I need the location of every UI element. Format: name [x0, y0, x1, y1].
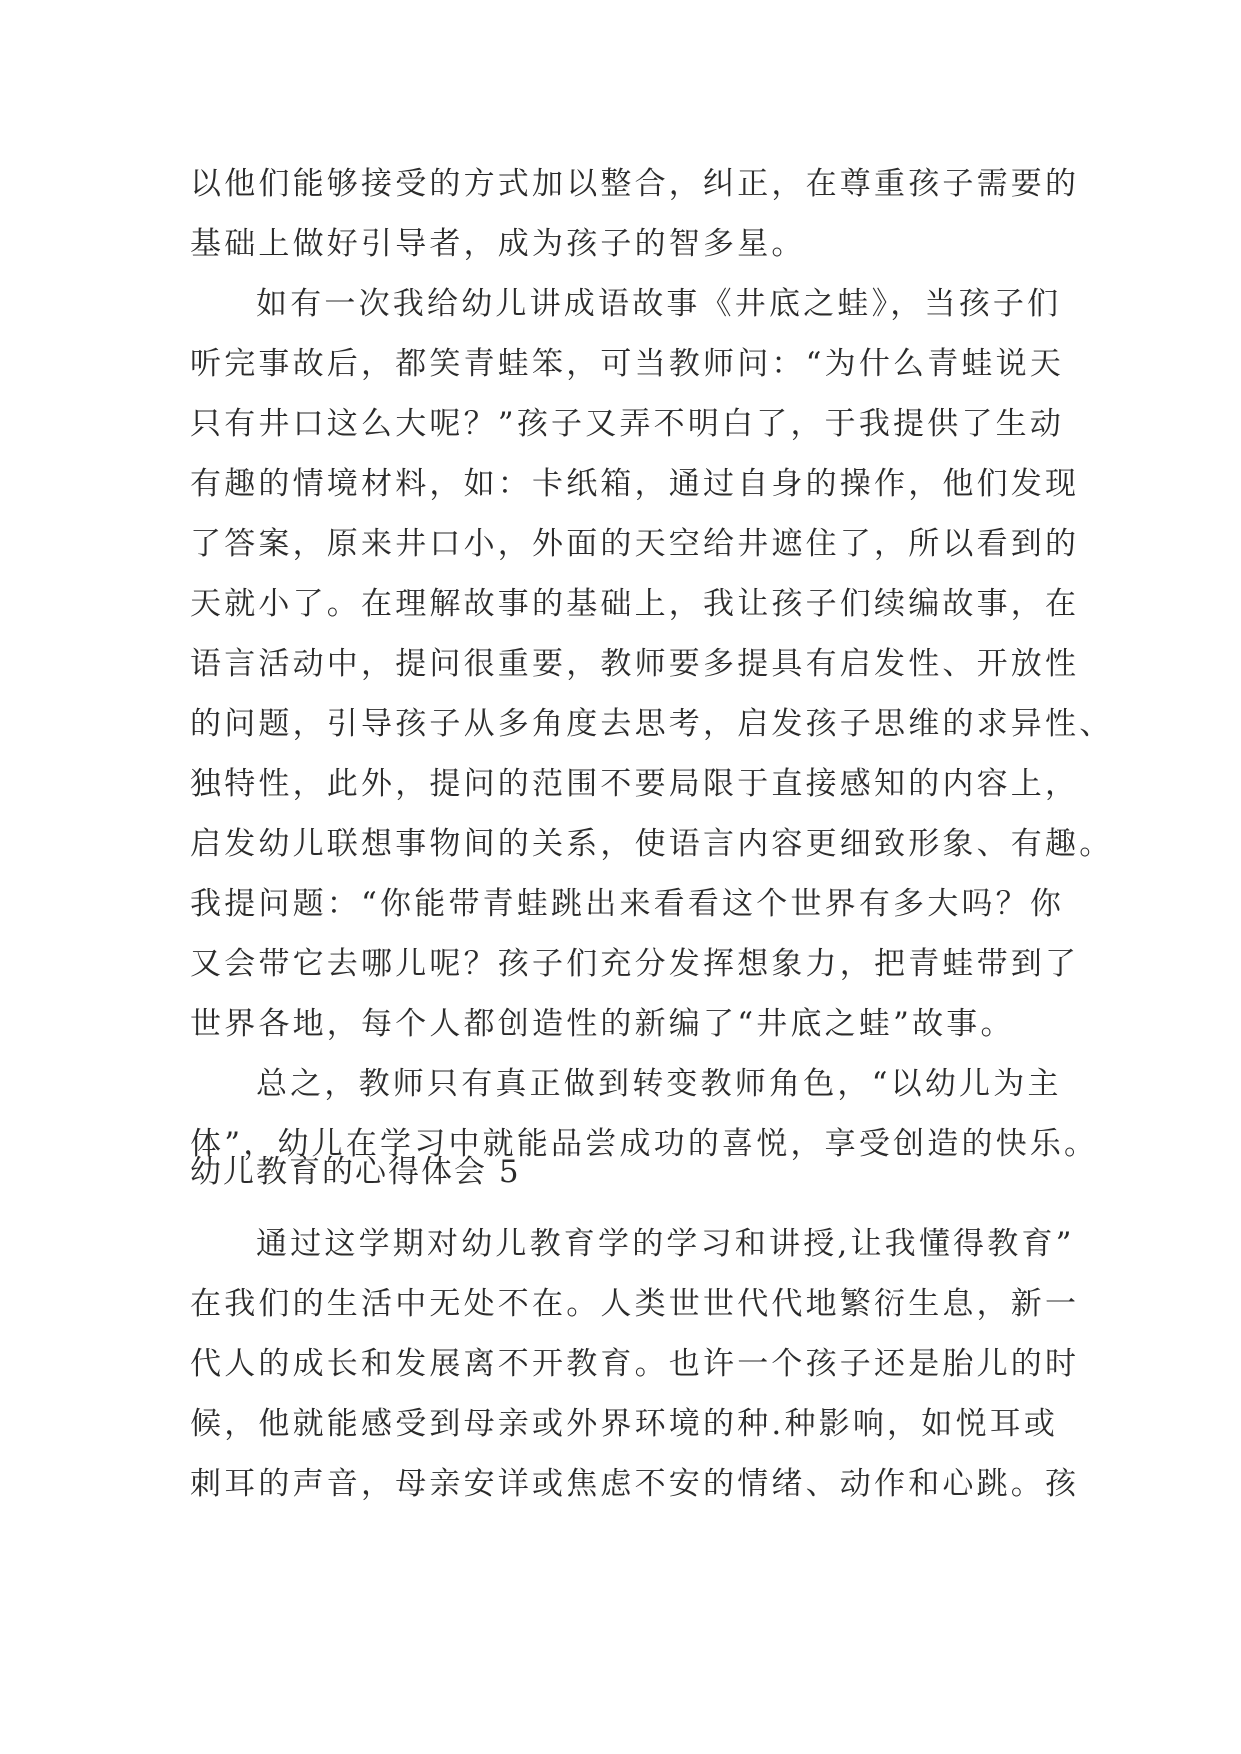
paragraph-block-continued — [190, 154, 1114, 1174]
text-line: 的问题，引导孩子从多角度去思考，启发孩子思维的求异性、 — [190, 706, 1114, 742]
text-line: 通过这学期对幼儿教育学的学习和讲授,让我懂得教育” — [256, 1226, 1075, 1262]
paragraph-block — [190, 1214, 1080, 1514]
text-line: 了答案，原来井口小，外面的天空给井遮住了，所以看到的 — [190, 526, 1080, 562]
section-heading: 幼儿教育的心得体会 5 — [190, 1154, 521, 1190]
text-line: 体”，幼儿在学习中就能品尝成功的喜悦，享受创造的快乐。 — [190, 1126, 1099, 1162]
text-line: 有趣的情境材料，如：卡纸箱，通过自身的操作，他们发现 — [190, 466, 1080, 502]
text-line: 又会带它去哪儿呢？孩子们充分发挥想象力，把青蛙带到了 — [190, 946, 1080, 982]
text-line: 只有井口这么大呢？”孩子又弄不明白了，于我提供了生动 — [190, 406, 1065, 442]
text-line: 以他们能够接受的方式加以整合，纠正，在尊重孩子需要的 — [190, 166, 1080, 202]
text-line: 总之，教师只有真正做到转变教师角色，“以幼儿为主 — [256, 1066, 1062, 1102]
text-line: 语言活动中，提问很重要，教师要多提具有启发性、开放性 — [190, 646, 1080, 682]
text-line: 我提问题：“你能带青蛙跳出来看看这个世界有多大吗？你 — [190, 886, 1065, 922]
text-line: 世界各地，每个人都创造性的新编了“井底之蛙”故事。 — [190, 1006, 1015, 1042]
text-line: 如有一次我给幼儿讲成语故事《井底之蛙》，当孩子们 — [256, 286, 1062, 322]
text-line: 天就小了。在理解故事的基础上，我让孩子们续编故事，在 — [190, 586, 1080, 622]
text-line: 候，他就能感受到母亲或外界环境的种.种影响，如悦耳或 — [190, 1406, 1059, 1442]
text-line: 启发幼儿联想事物间的关系，使语言内容更细致形象、有趣。 — [190, 826, 1114, 862]
text-line: 基础上做好引导者，成为孩子的智多星。 — [190, 226, 806, 262]
text-line: 刺耳的声音，母亲安详或焦虑不安的情绪、动作和心跳。孩 — [190, 1466, 1080, 1502]
text-line: 在我们的生活中无处不在。人类世世代代地繁衍生息，新一 — [190, 1286, 1080, 1322]
text-line: 代人的成长和发展离不开教育。也许一个孩子还是胎儿的时 — [190, 1346, 1080, 1382]
text-line: 独特性，此外，提问的范围不要局限于直接感知的内容上， — [190, 766, 1080, 802]
text-line: 听完事故后，都笑青蛙笨，可当教师问：“为什么青蛙说天 — [190, 346, 1065, 382]
